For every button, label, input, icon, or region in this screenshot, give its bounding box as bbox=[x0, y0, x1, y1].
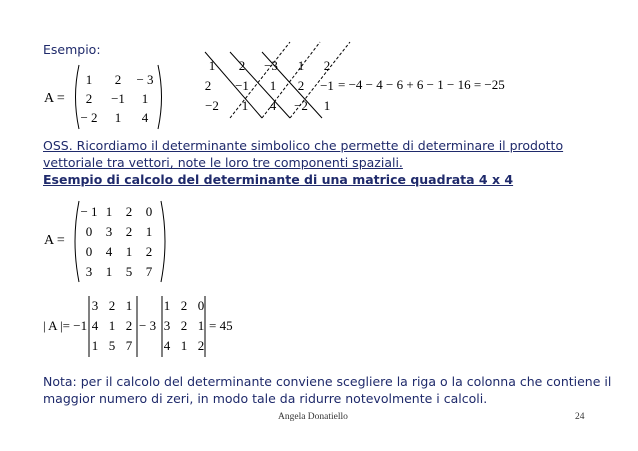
expansion-middle: − 3 bbox=[139, 318, 157, 333]
example-4x4-title: Esempio di calcolo del determinante di una matrice quadrata 4 x 4 bbox=[43, 172, 514, 187]
a-12: 2 bbox=[114, 72, 122, 87]
minor1-23: 2 bbox=[125, 318, 133, 333]
expansion-result: = 45 bbox=[209, 318, 233, 333]
m-11: − 1 bbox=[80, 204, 98, 219]
m-44: 7 bbox=[145, 264, 153, 279]
a-33: 4 bbox=[141, 110, 149, 125]
m-34: 2 bbox=[145, 244, 153, 259]
a-11: 1 bbox=[85, 72, 93, 87]
m-41: 3 bbox=[85, 264, 93, 279]
sarrus-r3-c5: 1 bbox=[323, 98, 331, 113]
minor1-22: 1 bbox=[108, 318, 116, 333]
m-12: 1 bbox=[105, 204, 113, 219]
nota-line-1: Nota: per il calcolo del determinante conviene scegliere la riga o la colonna che contiene il bbox=[43, 374, 612, 389]
minor2-33: 2 bbox=[197, 338, 205, 353]
minor2-21: 3 bbox=[163, 318, 171, 333]
a-32: 1 bbox=[114, 110, 122, 125]
m-14: 0 bbox=[145, 204, 153, 219]
minor1-32: 5 bbox=[108, 338, 116, 353]
sarrus-r3-c3: 4 bbox=[269, 98, 277, 113]
sarrus-r3-c1: −2 bbox=[205, 98, 219, 113]
m-24: 1 bbox=[145, 224, 153, 239]
minor1-12: 2 bbox=[108, 298, 116, 313]
example-label: Esempio: bbox=[43, 42, 101, 57]
m-21: 0 bbox=[85, 224, 93, 239]
sarrus-r2-c3: 1 bbox=[269, 78, 277, 93]
minor1-13: 1 bbox=[125, 298, 133, 313]
sarrus-r1-c3: −3 bbox=[264, 58, 278, 73]
sarrus-r1-c4: 1 bbox=[297, 58, 305, 73]
sarrus-r3-c4: −2 bbox=[294, 98, 308, 113]
matrix-a-label: A = bbox=[44, 91, 65, 106]
oss-line-2: vettoriale tra vettori, note le loro tre componenti spaziali. bbox=[43, 155, 403, 170]
nota-line-2: maggior numero di zeri, in modo tale da ridurre notevolmente i calcoli. bbox=[43, 391, 488, 406]
footer-author: Angela Donatiello bbox=[278, 412, 348, 422]
minor2-12: 2 bbox=[180, 298, 188, 313]
minor2-11: 1 bbox=[163, 298, 171, 313]
sarrus-r2-c5: −1 bbox=[320, 78, 334, 93]
sarrus-r3-c2: 1 bbox=[241, 98, 249, 113]
matrix-a-right-paren bbox=[158, 65, 162, 129]
m-23: 2 bbox=[125, 224, 133, 239]
sarrus-r2-c4: 2 bbox=[297, 78, 305, 93]
m-42: 1 bbox=[105, 264, 113, 279]
minor1-21: 4 bbox=[91, 318, 99, 333]
m-43: 5 bbox=[125, 264, 133, 279]
sarrus-result: = −4 − 4 − 6 + 6 − 1 − 16 = −25 bbox=[338, 77, 505, 92]
sarrus-r1-c2: 2 bbox=[238, 58, 246, 73]
matrix-4-label: A = bbox=[44, 233, 65, 248]
sarrus-r1-c5: 2 bbox=[323, 58, 331, 73]
minor2-32: 1 bbox=[180, 338, 188, 353]
a-13: − 3 bbox=[136, 72, 154, 87]
minor2-22: 2 bbox=[180, 318, 188, 333]
minor2-31: 4 bbox=[163, 338, 171, 353]
minor1-11: 3 bbox=[91, 298, 99, 313]
expansion-prefix: | A |= −1 bbox=[43, 318, 88, 333]
a-31: − 2 bbox=[80, 110, 98, 125]
minor2-13: 0 bbox=[197, 298, 205, 313]
a-21: 2 bbox=[85, 91, 93, 106]
page-number: 24 bbox=[575, 412, 585, 422]
minor1-31: 1 bbox=[91, 338, 99, 353]
a-23: 1 bbox=[141, 91, 149, 106]
sarrus-r2-c2: −1 bbox=[235, 78, 249, 93]
oss-line-1: OSS. Ricordiamo il determinante simbolico che permette di determinare il prodotto bbox=[43, 138, 564, 153]
m-22: 3 bbox=[105, 224, 113, 239]
m-33: 1 bbox=[125, 244, 133, 259]
minor2-23: 1 bbox=[197, 318, 205, 333]
sarrus-r2-c1: 2 bbox=[204, 78, 212, 93]
matrix-4-right-paren bbox=[161, 201, 165, 282]
minor1-33: 7 bbox=[125, 338, 133, 353]
m-32: 4 bbox=[105, 244, 113, 259]
m-13: 2 bbox=[125, 204, 133, 219]
a-22: −1 bbox=[111, 91, 125, 106]
sarrus-r1-c1: 1 bbox=[208, 58, 216, 73]
m-31: 0 bbox=[85, 244, 93, 259]
